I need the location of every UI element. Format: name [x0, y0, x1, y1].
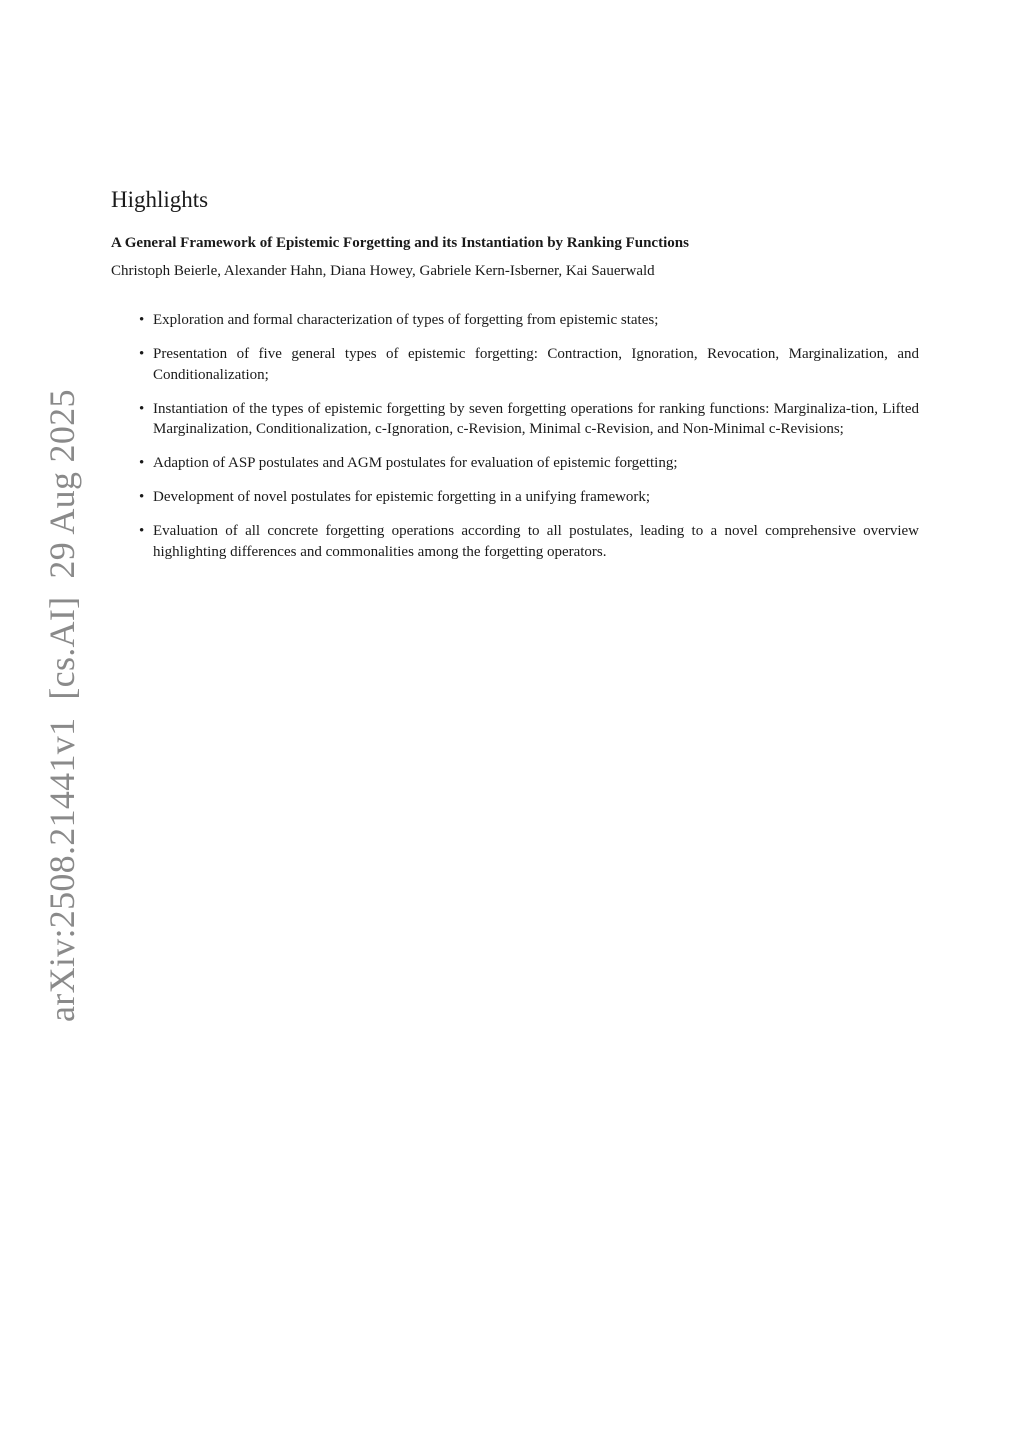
highlights-list [111, 310, 919, 562]
section-title: Highlights [111, 187, 209, 212]
highlights-section [111, 184, 919, 576]
bullet-icon: • [139, 312, 145, 328]
highlight-text: Adaption of ASP postulates and AGM postulates for evaluation of epistemic forgetting; [153, 455, 678, 471]
highlight-item [111, 310, 919, 331]
highlight-text: Development of novel postulates for epistemic forgetting in a unifying framework; [153, 489, 651, 505]
bullet-icon: • [139, 455, 145, 471]
highlight-item [111, 344, 919, 385]
bullet-icon: • [139, 400, 145, 417]
author-list: Christoph Beierle, Alexander Hahn, Diana Howey, Gabriele Kern-Isberner, Kai Sauerwald [111, 263, 655, 279]
arxiv-category: [cs.AI] [42, 596, 82, 700]
arxiv-id: arXiv:2508.21441v1 [42, 717, 82, 1022]
bullet-icon: • [139, 523, 145, 539]
bullet-icon: • [139, 346, 145, 362]
highlight-item [111, 521, 919, 562]
highlight-item [111, 453, 919, 474]
paper-title: A General Framework of Epistemic Forgetting and its Instantiation by Ranking Functions [111, 235, 689, 251]
bullet-icon: • [139, 489, 145, 505]
highlight-text: Exploration and formal characterization of types of forgetting from epistemic states; [153, 312, 659, 328]
highlight-item [111, 487, 919, 508]
highlight-text: Instantiation of the types of epistemic forgetting by seven forgetting operations for ranking functions: Marginaliza-tion, Lifted Marginalization, Conditionalization, c-Ignoration, c-Revision, Minimal c-Revision, and Non-Minimal c-Revisions; [153, 400, 919, 437]
highlight-text: Presentation of five general types of epistemic forgetting: Contraction, Ignoration, Revocation, Marginalization, and Conditionalization; [153, 346, 919, 383]
arxiv-date: 29 Aug 2025 [42, 389, 82, 579]
arxiv-sidebar-stamp [44, 389, 80, 1022]
highlight-text: Evaluation of all concrete forgetting operations according to all postulates, leading to a novel comprehensive overview highlighting differences and commonalities among the forgetting operators. [153, 523, 919, 560]
highlight-item [111, 399, 919, 440]
